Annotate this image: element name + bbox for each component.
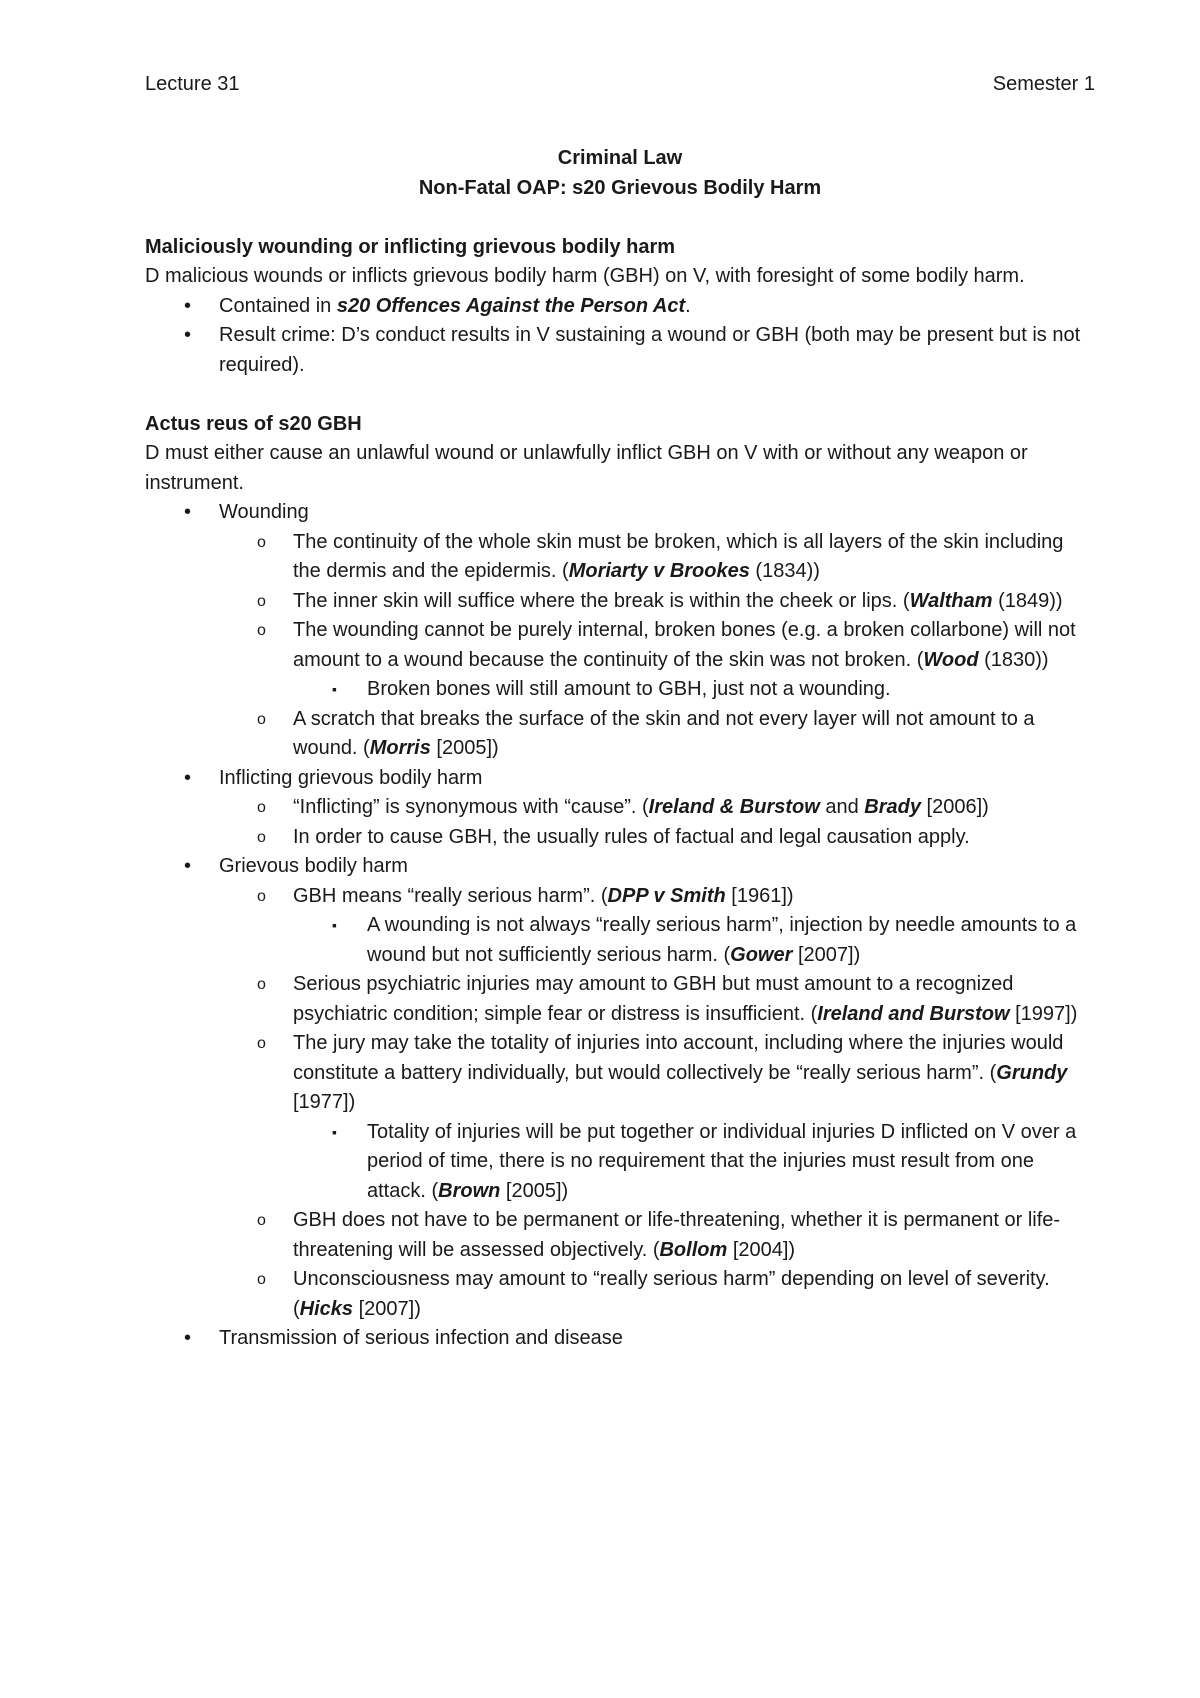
bullet-icon: • — [184, 855, 192, 877]
case-name: Waltham — [909, 589, 993, 612]
list-item-transmission: • Transmission of serious infection and disease — [145, 1324, 1095, 1354]
section-intro: D must either cause an unlawful wound or unlawfully inflict GBH on V with or without any weapon or instrument. — [145, 442, 1028, 494]
list-item: o In order to cause GBH, the usually rules of factual and legal causation apply. — [145, 823, 1095, 853]
square-bullet-icon: ▪ — [332, 917, 337, 933]
list-item: • Result crime: D’s conduct results in V sustaining a wound or GBH (both may be present but is not required). — [145, 321, 1095, 380]
case-name: Wood — [923, 648, 979, 671]
circle-bullet-icon: o — [257, 1271, 266, 1288]
circle-bullet-icon: o — [257, 533, 266, 551]
case-name: Bollom — [659, 1238, 728, 1261]
list-item: o The inner skin will suffice where the break is within the cheek or lips. (Waltham (1849)) — [145, 587, 1095, 617]
list-item: • Contained in s20 Offences Against the Person Act. — [145, 292, 1095, 322]
list-item-wounding: • Wounding — [145, 498, 1095, 528]
list-item: ▪ Broken bones will still amount to GBH, just not a wounding. — [145, 675, 1095, 705]
square-bullet-icon: ▪ — [332, 1123, 337, 1140]
section-intro: D malicious wounds or inflicts grievous bodily harm (GBH) on V, with foresight of some bodily harm. — [145, 265, 1025, 287]
circle-bullet-icon: o — [257, 710, 266, 728]
bullet-icon: • — [184, 1327, 192, 1349]
list-item: o A scratch that breaks the surface of the skin and not every layer will not amount to a wound. (Morris [2005]) — [145, 705, 1095, 764]
section-heading-actus-reus: Actus reus of s20 GBH — [145, 412, 362, 435]
circle-bullet-icon: o — [257, 976, 266, 993]
list-item: ▪ Totality of injuries will be put together or individual injuries D inflicted on V over a period of time, there is no requirement that the injuries must result from one attack. (Brown [2005]) — [145, 1118, 1095, 1207]
case-name: DPP v Smith — [607, 884, 726, 907]
circle-bullet-icon: o — [257, 592, 266, 610]
circle-bullet-icon: o — [257, 1212, 266, 1229]
document-title: Criminal Law — [557, 147, 683, 169]
list-item: ▪ A wounding is not always “really serious harm”, injection by needle amounts to a wound but not sufficiently serious harm. (Gower [2007]) — [145, 911, 1095, 970]
document-body — [145, 144, 1095, 1354]
header-semester: Semester 1 — [992, 73, 1095, 95]
circle-bullet-icon: o — [257, 622, 266, 639]
circle-bullet-icon: o — [257, 1035, 266, 1052]
list-item: o The jury may take the totality of injuries into account, including where the injuries would constitute a battery individually, but would collectively be “really serious harm”. (Grundy [1977]) — [145, 1029, 1095, 1118]
case-name: Ireland and Burstow — [817, 1002, 1010, 1025]
list-item: o Unconsciousness may amount to “really serious harm” depending on level of severity. (Hicks [2007]) — [145, 1265, 1095, 1324]
circle-bullet-icon: o — [257, 799, 266, 816]
section-heading-malicious-wounding: Maliciously wounding or inflicting grievous bodily harm — [145, 235, 676, 258]
statute-name: s20 Offences Against the Person Act — [336, 294, 686, 317]
square-bullet-icon: ▪ — [332, 681, 337, 697]
circle-bullet-icon: o — [257, 828, 266, 846]
list-item: o GBH means “really serious harm”. (DPP v Smith [1961]) — [145, 882, 1095, 912]
case-name: Morris — [369, 737, 431, 759]
bullet-icon: • — [184, 324, 192, 346]
header-lecture: Lecture 31 — [145, 73, 240, 95]
circle-bullet-icon: o — [257, 887, 266, 905]
case-name: Brown — [438, 1179, 501, 1202]
case-name: Hicks — [299, 1297, 354, 1320]
list-item: o GBH does not have to be permanent or life-threatening, whether it is permanent or life-threatening will be assessed objectively. (Bollom [2004]) — [145, 1206, 1095, 1265]
list-item: o The wounding cannot be purely internal, broken bones (e.g. a broken collarbone) will not amount to a wound because the continuity of the skin was not broken. (Wood (1830)) — [145, 616, 1095, 675]
case-name: Gower — [730, 943, 793, 966]
list-item: o The continuity of the whole skin must be broken, which is all layers of the skin including the dermis and the epidermis. (Moriarty v Brookes (1834)) — [145, 528, 1095, 587]
list-item: o “Inflicting” is synonymous with “cause”. (Ireland & Burstow and Brady [2006]) — [145, 793, 1095, 823]
bullet-icon: • — [184, 294, 192, 317]
case-name: Brady — [864, 796, 921, 818]
case-name: Moriarty v Brookes — [568, 560, 750, 582]
case-name: Grundy — [996, 1061, 1068, 1084]
bullet-icon: • — [184, 766, 192, 789]
list-item: o Serious psychiatric injuries may amount to GBH but must amount to a recognized psychiatric condition; simple fear or distress is insufficient. (Ireland and Burstow [1997]) — [145, 970, 1095, 1029]
bullet-icon: • — [184, 501, 192, 523]
list-item-gbh: • Grievous bodily harm — [145, 852, 1095, 882]
list-item-inflicting: • Inflicting grievous bodily harm — [145, 764, 1095, 794]
case-name: Ireland & Burstow — [648, 796, 820, 818]
document-subtitle: Non-Fatal OAP: s20 Grievous Bodily Harm — [418, 176, 822, 199]
